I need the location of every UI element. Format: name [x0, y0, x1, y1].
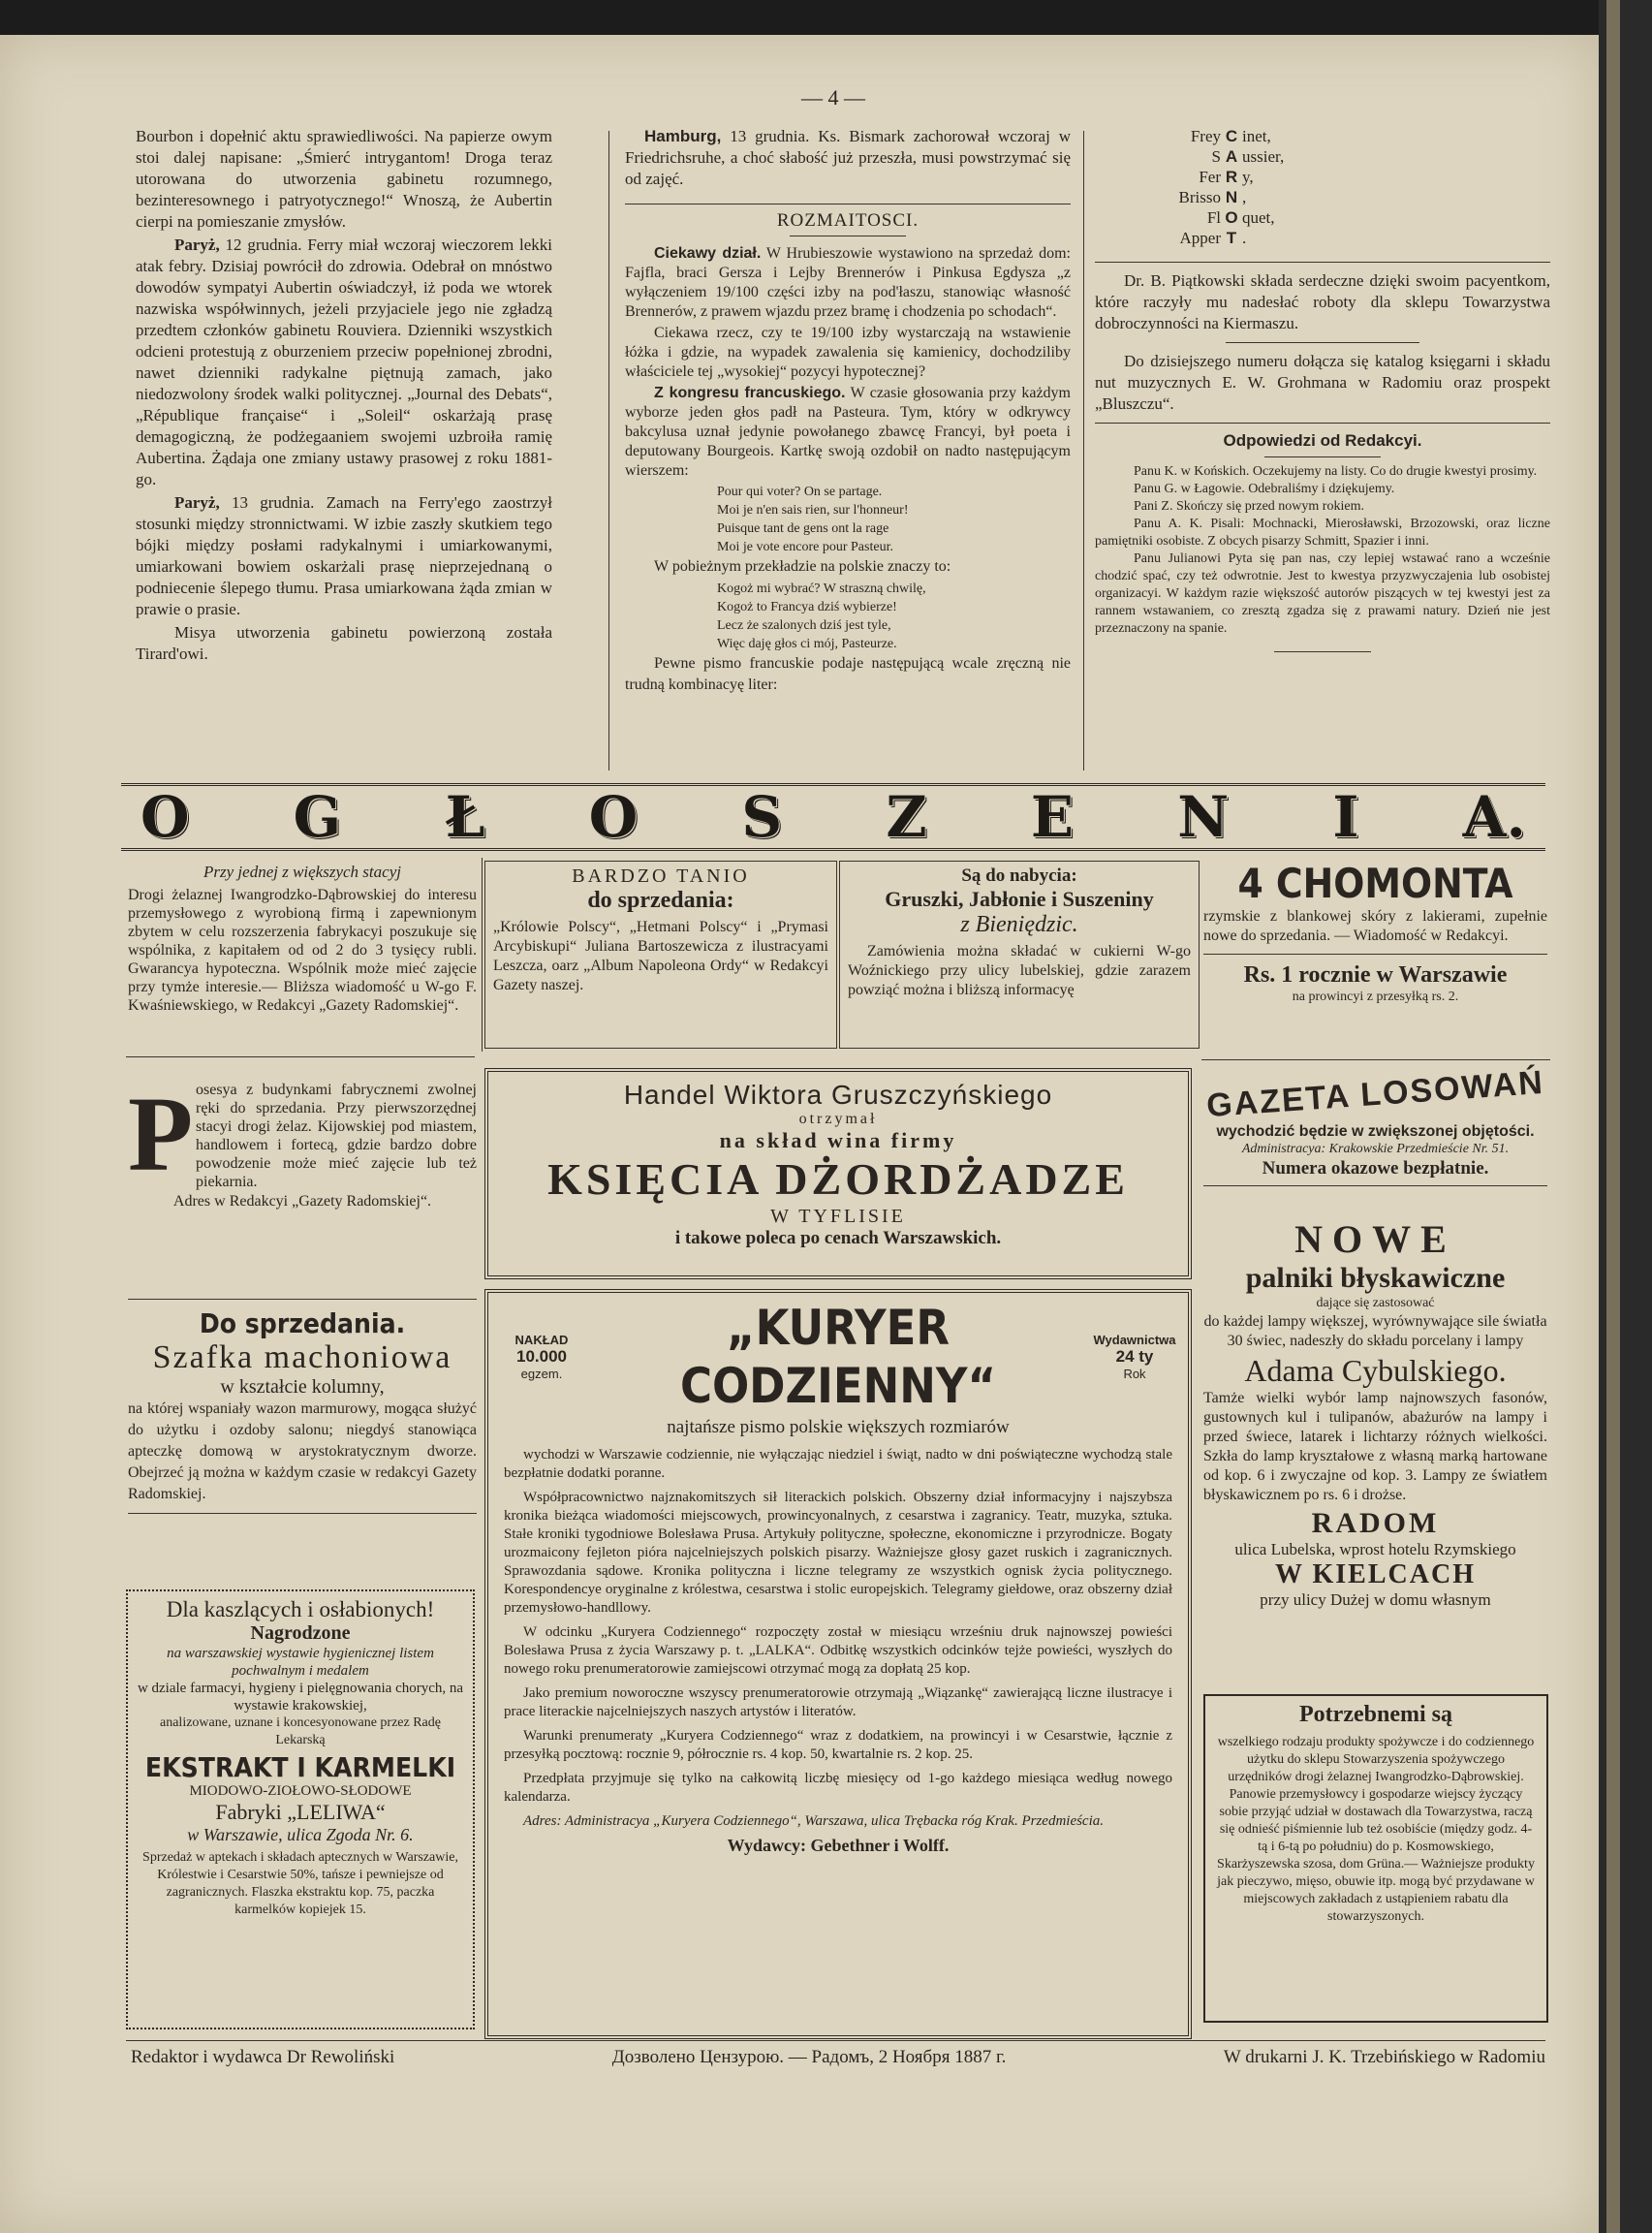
- verse-line: Więc daję głos ci mój, Pasteurze.: [717, 637, 897, 651]
- article-paragraph: [625, 244, 1071, 322]
- verse-french: [717, 483, 1071, 556]
- ad-heading: GAZETA LOSOWAŃ: [1205, 1063, 1545, 1125]
- banner-letter: O: [588, 784, 639, 850]
- article-paragraph: Ciekawa rzecz, czy te 19/100 izby wystarczają na wstawienie łóżka i gdzie, na wypadek zawalenia się kamienicy, dochodziliby właściciele tej „wysokiej“ pozycyi hypotecznej?: [625, 325, 1071, 380]
- answer-item: Pani Z. Skończy się przed nowym rokiem.: [1134, 499, 1364, 514]
- verse-line: Kogoż to Francya dziś wybierze!: [717, 600, 897, 614]
- ad-fruit: [839, 861, 1200, 1049]
- banner-letter: S: [741, 784, 783, 850]
- scan-edge: [1599, 0, 1652, 2233]
- ad-body: wychodzi w Warszawie codziennie, nie wyłączając niedziel i świąt, nadto w dni poświąteczne wychodzą stale bezpłatnie dodatki poranne.: [504, 1447, 1172, 1481]
- banner-letter: Ł: [445, 784, 485, 850]
- ad-heading: na skład wina firmy: [719, 1128, 957, 1152]
- acrostic-line: Frey C inet,: [1190, 127, 1271, 145]
- ad-circulation: NAKŁAD 10.000 egzem.: [514, 1333, 569, 1381]
- ad-lamps: [1203, 1216, 1547, 1610]
- ad-heading: Szafka machoniowa: [152, 1339, 452, 1375]
- ad-body: w Warszawie, ulica Zgoda Nr. 6.: [187, 1825, 414, 1844]
- verse-line: Kogoż mi wybrać? W straszną chwilę,: [717, 582, 926, 596]
- column-divider: [1083, 131, 1084, 771]
- ad-chomonta: [1203, 861, 1547, 1006]
- verse-line: Moi je vote encore pour Pasteur.: [717, 540, 893, 554]
- answer-item: Panu G. w Łagowie. Odebraliśmy i dziękujemy.: [1134, 482, 1395, 496]
- ad-wine: [484, 1068, 1192, 1279]
- ad-body: W odcinku „Kuryera Codziennego“ rozpoczęty został w miesiącu wrześniu druk najnowszej powieści Bolesława Prusa z życia Warszawy p. t. „LALKA“. Odbitkę wszystkich odcinków tejże powieści, wyszłych do nowego roku prenumeratorowie zamiejscowi otrzymać mogą za dopłatą 25 kop.: [504, 1624, 1172, 1677]
- ad-heading: KSIĘCIA DŻORDŻADZE: [547, 1154, 1129, 1204]
- ad-body: wychodzić będzie w zwiększonej objętości.: [1216, 1123, 1535, 1140]
- ad-heading: BARDZO TANIO: [572, 865, 750, 887]
- ad-body: przy ulicy Dużej w domu własnym: [1260, 1590, 1491, 1609]
- ad-body: i takowe poleca po cenach Warszawskich.: [674, 1228, 1002, 1248]
- ad-heading: w kształcie kolumny,: [220, 1376, 385, 1398]
- verse-line: Puisque tant de gens ont la rage: [717, 521, 889, 536]
- ad-body: Jako premium noworoczne wszyscy prenumeratorowie otrzymają „Wiązankę“ zawierającą liczne ilustracye i prace literackie najcelniejszych naszych artystów i literatów.: [504, 1685, 1172, 1719]
- acrostic-line: S A ussier,: [1211, 147, 1285, 166]
- ad-body: Drogi żelaznej Iwangrodzko-Dąbrowskiej do interesu przemysłowego z wyrobioną firmą i zapewnionym zbytem w celu rozszerzenia fabrykacyi poszukuje się wspólnika, z kapitałem od od 2 do 3 tysięcy rubli. Gwarancya hypoteczna. Wspólnik może mieć zajęcie przy tymże interesie.— Bliższa wiadomość u W-go F. Kwaśniewskiego, w Redakcyi „Gazety Radomskiej“.: [128, 887, 477, 1014]
- footer-rule: [126, 2040, 1545, 2041]
- ad-heading: palniki błyskawiczne: [1245, 1262, 1506, 1294]
- page-number: — 4 —: [801, 85, 865, 110]
- column-2: [625, 126, 1071, 698]
- ad-body: W TYFLISIE: [770, 1206, 906, 1227]
- verse-line: Moi je n'en sais rien, sur l'honneur!: [717, 503, 909, 518]
- ad-body: Adres: Administracya „Kuryera Codziennego“, Warszawa, ulica Trębacka róg Krak. Przedmieścia.: [523, 1813, 1105, 1829]
- ad-body: Współpracownictwo najznakomitszych sił literackich polskich. Obszerny dział informacyjny i najszybsza kronika bieżąca wiadomości miejscowych, prowincyonalnych, z cesarstwa i zagranicy. Teatr, muzyka, sztuka. Stałe kroniki tygodniowe Bolesława Prusa. Artykuły polityczne, społeczne, ekonomiczne i przyrodnicze. Bogaty urozmaicony fejleton pióra najcelniejszych polskich pisarzy. Ważniejsze głosy gazet ruskich i zagranicznych. Sprawozdania sądowe. Kronika polityczna i liczne telegramy ze wszystkich ognisk życia politycznego. Korespondencye oryginalne z królestwa, cesarstwa i stolic europejskich. Telegramy giełdowe, oraz obszerny dział przemysłowo-handllowy.: [504, 1490, 1172, 1616]
- ad-body: rzymskie z blankowej skóry z lakierami, zupełnie nowe do sprzedania. — Wiadomość w Redakcyi.: [1203, 908, 1547, 944]
- ad-heading: Do sprzedania.: [199, 1307, 406, 1339]
- acrostic-line: Fer R y,: [1199, 168, 1254, 186]
- dateline: Ciekawy dział.: [654, 245, 762, 262]
- ad-body: w dziale farmacyi, hygieny i pielęgnowania chorych, na wystawie krakowskiej,: [137, 1681, 464, 1714]
- dateline: Z kongresu francuskiego.: [654, 385, 846, 401]
- article-text: 13 grudnia. Ks. Bismark zachorował wczoraj w Friedrichsruhe, a choć słabość już przeszła, musi powstrzymać się od zajęć.: [625, 127, 1071, 188]
- ad-heading: Dla kaszlących i osłabionych!: [166, 1597, 435, 1621]
- ad-body: osesya z budynkami fabrycznemi zwolnej ręki do sprzedania. Przy pierwszorzędnej stacyi drogi żelaz. Kijowskiej pod miastem, handlowem i fortecą, gdzie bardzo dobre powodzenie może mieć zajęcie lub też piekarnia.: [196, 1082, 477, 1190]
- article-text: W czasie głosowania przy każdym wyborze jeden głos padł na Pasteura. Tym, który w odkrywcy bakcylusa uznał jedynie powołanego zbawcę Francyi, był poeta i deputowany Bourgeois. Kartkę swoją ozdobił on nadto następującym wierszem:: [625, 385, 1072, 479]
- answers-list: [1095, 463, 1550, 638]
- ad-supplies: [1203, 1694, 1548, 2023]
- ad-body: Przedpłata przyjmuje się tylko na całkowitą liczbę miesięcy od 1-go każdego miesiąca według nowego kalendarza.: [504, 1771, 1172, 1805]
- ad-body: Warunki prenumeraty „Kuryera Codziennego“ wraz z dodatkiem, na prowincyi i w Cesarstwie, łącznie z przesyłką pocztową: rocznie 9, półrocznie rs. 4 kop. 50, kwartalnie rs. 2 kop. 25.: [504, 1728, 1172, 1762]
- banner-letter: O: [140, 784, 190, 850]
- notice-paragraph: Dr. B. Piątkowski składa serdeczne dzięki swoim pacyentkom, które raczyły mu nadesłać roboty dla sklepu Towarzystwa dobroczynności na Kiermaszu.: [1095, 271, 1550, 332]
- ad-heading: Przy jednej z większych stacyj: [203, 863, 401, 881]
- article-text: W Hrubieszowie wystawiono na sprzedaż dom: Fajfla, braci Gersza i Lejby Brennerów i Pinkusa Egdysza „z wyłączeniem 19/100 części izby na pod'łaszu, stanowiąc własność Brennerów, z prawem wjazdu przez bramę i chodzenia po schodach“.: [625, 245, 1071, 320]
- banner-letter: I: [1332, 784, 1359, 850]
- ad-body: ulica Lubelska, wprost hotelu Rzymskiego: [1234, 1540, 1516, 1558]
- ad-heading: Nagrodzone: [250, 1622, 351, 1644]
- answer-item: Panu K. w Końskich. Oczekujemy na listy. Co do drugie kwestyi prosimy.: [1134, 464, 1538, 479]
- dateline: Paryż,: [174, 236, 220, 254]
- notice-paragraph: Do dzisiejszego numeru dołącza się katalog księgarni i składu nut muzycznych E. W. Grohmana w Radomiu oraz prospekt „Bluszczu“.: [1095, 352, 1550, 413]
- ad-divider: [126, 1056, 475, 1057]
- article-paragraph: Misya utworzenia gabinetu powierzoną została Tirard'owi.: [136, 623, 552, 663]
- ad-subtitle: najtańsze pismo polskie większych rozmiarów: [667, 1417, 1010, 1437]
- ad-heading: Fabryki „LELIWA“: [215, 1800, 386, 1824]
- ad-leliwa: [126, 1589, 475, 2029]
- ad-body: do każdej lampy większej, wyrównywające sile światła 30 świec, nadeszły do składu porcelany i lampy: [1203, 1313, 1547, 1349]
- banner-letter: G: [293, 784, 342, 850]
- section-title: ROZMAITOSCI.: [776, 210, 920, 231]
- ad-divider: [1201, 1059, 1550, 1060]
- ad-body: analizowane, uznane i koncesyonowane przez Radę Lekarską: [160, 1715, 441, 1747]
- ad-cabinet: [128, 1299, 477, 1514]
- ad-heading: W KIELCACH: [1275, 1559, 1476, 1589]
- ad-body: Administracya: Krakowskie Przedmieście Nr. 51.: [1241, 1142, 1510, 1156]
- imprint-printer: W drukarni J. K. Trzebińskiego w Radomiu: [1223, 2047, 1545, 2067]
- ad-body: Numera okazowe bezpłatnie.: [1262, 1158, 1489, 1179]
- article-paragraph: Pewne pismo francuskie podaje następującą wcale zręczną nie trudną kombinacyę liter:: [625, 655, 1071, 693]
- ad-body: na warszawskiej wystawie hygienicznej listem pochwalnym i medalem: [167, 1646, 434, 1679]
- ad-property: [128, 1075, 477, 1211]
- verse-line: Lecz że szalonych dziś jest tyle,: [717, 618, 891, 633]
- column-1: [136, 126, 552, 667]
- article-paragraph: Bourbon i dopełnić aktu sprawiedliwości. Na papierze owym stoi dalej napisane: „Śmierć intrygantom! Droga teraz utorowana do utworzenia gabinetu rozumnego, bezinteresownego i patryotycznego!“ Wnoszą, że Aubertin cierpi na pomieszanie zmysłów.: [136, 127, 552, 231]
- ad-heading: Adama Cybulskiego.: [1244, 1353, 1507, 1388]
- article-text: 13 grudnia. Zamach na Ferry'ego zaostrzył stosunki między stronnictwami. W izbie zaszły skutkiem tego bójki między posłami radykalnymi i umiarkowanymi, umiarkowani bowiem oskarżali prasę nieprzejednaną o podniecenie ślepego tłumu. Prasa umiarkowana żąda zmian w prawie o prasie.: [136, 493, 552, 618]
- ad-lottery: [1203, 1063, 1547, 1192]
- ad-body: na prowincyi z przesyłką rs. 2.: [1292, 990, 1459, 1004]
- answers-title: Odpowiedzi od Redakcyi.: [1223, 431, 1422, 450]
- acrostic: [1153, 126, 1550, 248]
- ad-heading: Są do nabycia:: [961, 865, 1077, 886]
- ad-divider: [482, 858, 483, 1052]
- ad-heading: RADOM: [1311, 1507, 1440, 1539]
- ads-banner: [121, 783, 1545, 851]
- acrostic-line: Fl O quet,: [1206, 208, 1275, 227]
- imprint-censor: Дозволено Цензурою. — Радомъ, 2 Ноября 1887 г.: [611, 2047, 1007, 2067]
- ad-kuryer: [484, 1289, 1192, 2039]
- banner-letter: E: [1030, 784, 1075, 850]
- article-paragraph: [136, 235, 552, 490]
- ad-body: Sprzedaż w aptekach i składach aptecznych w Warszawie, Królestwie i Cesarstwie 50%, tańsze i pewniejsze od zagranicznych. Flaszka ekstraktu kop. 75, paczka karmelków kopiejek 15.: [142, 1850, 458, 1917]
- ad-books: [484, 861, 837, 1049]
- drop-cap: P: [128, 1075, 194, 1193]
- dateline: Paryż,: [174, 493, 220, 512]
- column-divider: [608, 131, 609, 771]
- ad-year: Wydawnictwa 24 ty Rok: [1093, 1333, 1176, 1381]
- ad-body: Tamże wielki wybór lamp najnowszych fasonów, gustownych kul i tulipanów, abażurów na lampy i przed świece, latarek i lichtarzy różnych wielkości. Szkła do lamp kryształowe z własną marką hartowane od kop. 6 i zwyczajne od kop. 3. Lampy ze światłem błyskawicznem po rs. 6 i drożse.: [1203, 1390, 1547, 1503]
- ad-partner: [128, 863, 477, 1017]
- banner-letter: A.: [1462, 784, 1526, 850]
- article-paragraph: W pobieżnym przekładzie na polskie znaczy to:: [654, 558, 951, 575]
- banner-letter: Z: [886, 784, 927, 850]
- answer-item: Panu A. K. Pisali: Mochnacki, Mierosławski, Brzozowski, oraz liczne pamiętniki osobiste. Z obcych pisarzy Schmitt, Spazier i inni.: [1095, 517, 1550, 549]
- ad-body: „Królowie Polscy“, „Hetmani Polscy“ i „Prymasi Arcybiskupi“ Juliana Bartoszewicza z ilustracyami Leszcza, oarz „Album Napoleona Ordy“ w Redakcyi Gazety naszej.: [493, 919, 828, 993]
- ad-heading: EKSTRAKT I KARMELKI: [144, 1751, 456, 1783]
- ad-heading: z Bieniędzic.: [960, 912, 1078, 937]
- ad-body: na której wspaniały wazon marmurowy, mogąca służyć do użytku i ozdoby salonu; niegdyś stanowiąca apteczkę domową w arystokratycznym dworze. Obejrzeć ją można w każdym czasie w redakcyi Gazety Radomskiej.: [128, 1400, 477, 1502]
- ad-heading: Handel Wiktora Gruszczyńskiego: [623, 1080, 1053, 1110]
- answer-item: Panu Julianowi Pyta się pan nas, czy lepiej wstawać rano a wcześnie chodzić spać, czy też odwrotnie. Jest to kwestya przyzwyczajenia lub osobistej organizacyi. W każdym razie większość autorów piszących w tej kwestyi jest za rannem wstawaniem, co zresztą zgadza się z prawami natury. Dzień nie jest przeznaczony na spanie.: [1095, 551, 1550, 636]
- verse-polish: [717, 580, 1071, 653]
- article-paragraph: [625, 126, 1071, 190]
- ad-heading: Gruszki, Jabłonie i Suszeniny: [885, 887, 1154, 911]
- verse-line: Pour qui voter? On se partage.: [717, 485, 883, 499]
- ad-body: Zamówienia można składać w cukierni W-go Woźnickiego przy ulicy lubelskiej, gdzie zarazem powziąć można i bliższą informacyę: [848, 943, 1191, 998]
- article-paragraph: [625, 384, 1071, 481]
- ad-body: Wydawcy: Gebethner i Wolff.: [727, 1836, 950, 1855]
- article-text: 12 grudnia. Ferry miał wczoraj wieczorem lekki atak febry. Dzisiaj powrócił do zdrowia. Odebrał on mnóstwo dowodów sympatyi Aubertin oświadczył, iż poda we wtorek nazwiska współwinnych, jeżeli przyjaciele jego nie zgładzą przedtem członków gabinetu Rouviera. Dzienniki wszystkich odcieni protestują z oburzeniem przeciw popełnionej zbrodni, nawet dzienniki radykalne piętnują zamach, jako niedozwolony środek walki politycznej. „Journal des Debats“, „République française“ i „Soleil“ oskarżają prasę demagogiczną, że podżegaaniem swojemi uzbroiła ramię Aubertina. Żądaja one zmiany ustawy prasowej z roku 1881-go.: [136, 236, 552, 488]
- column-3: [1095, 126, 1550, 652]
- ad-body: Adres w Redakcyi „Gazety Radomskiej“.: [172, 1193, 432, 1210]
- ad-heading: Rs. 1 rocznie w Warszawie: [1243, 962, 1508, 988]
- banner-letter: N: [1177, 784, 1230, 850]
- ad-body: dające się zastosować: [1316, 1296, 1435, 1310]
- ad-heading: NOWE: [1294, 1217, 1456, 1261]
- article-paragraph: [136, 492, 552, 620]
- ad-heading: „KURYER CODZIENNY“: [679, 1300, 997, 1414]
- imprint-editor: Redaktor i wydawca Dr Rewoliński: [131, 2047, 395, 2067]
- ad-body: wszelkiego rodzaju produkty spożywcze i do codziennego użytku do sklepu Stowarzyszenia spożywczego urzędników drogi żelaznej Iwangrodzko-Dąbrowskiej. Panowie przemysłowcy i gospodarze wiejscy życzący sobie przyjąć udział w dostawach dla Towarzystwa, raczą się odnieść piśmiennie lub też osobiście (między godz. 4-tą i 6-tą po południu) do p. Kosmowskiego, Skarżyszewska szosa, dom Grüna.— Ważniejsze produkty jak pieczywo, mięso, obuwie itp. mogą być przydawane w miejscowych zakładach z ustąpieniem rabatu dla stowarzyszonych.: [1217, 1735, 1535, 1924]
- ad-heading: do sprzedania:: [587, 888, 734, 913]
- ad-heading: Potrzebnemi są: [1299, 1702, 1452, 1727]
- ad-body: MIODOWO-ZIOŁOWO-SŁODOWE: [189, 1783, 412, 1799]
- ad-body: otrzymał: [798, 1111, 878, 1127]
- imprint: [131, 2047, 1545, 2068]
- dateline: Hamburg,: [644, 127, 722, 145]
- ad-heading: 4 CHOMONTA: [1237, 860, 1513, 907]
- acrostic-line: Apper T .: [1179, 229, 1247, 247]
- acrostic-line: Brisso N ,: [1178, 188, 1247, 206]
